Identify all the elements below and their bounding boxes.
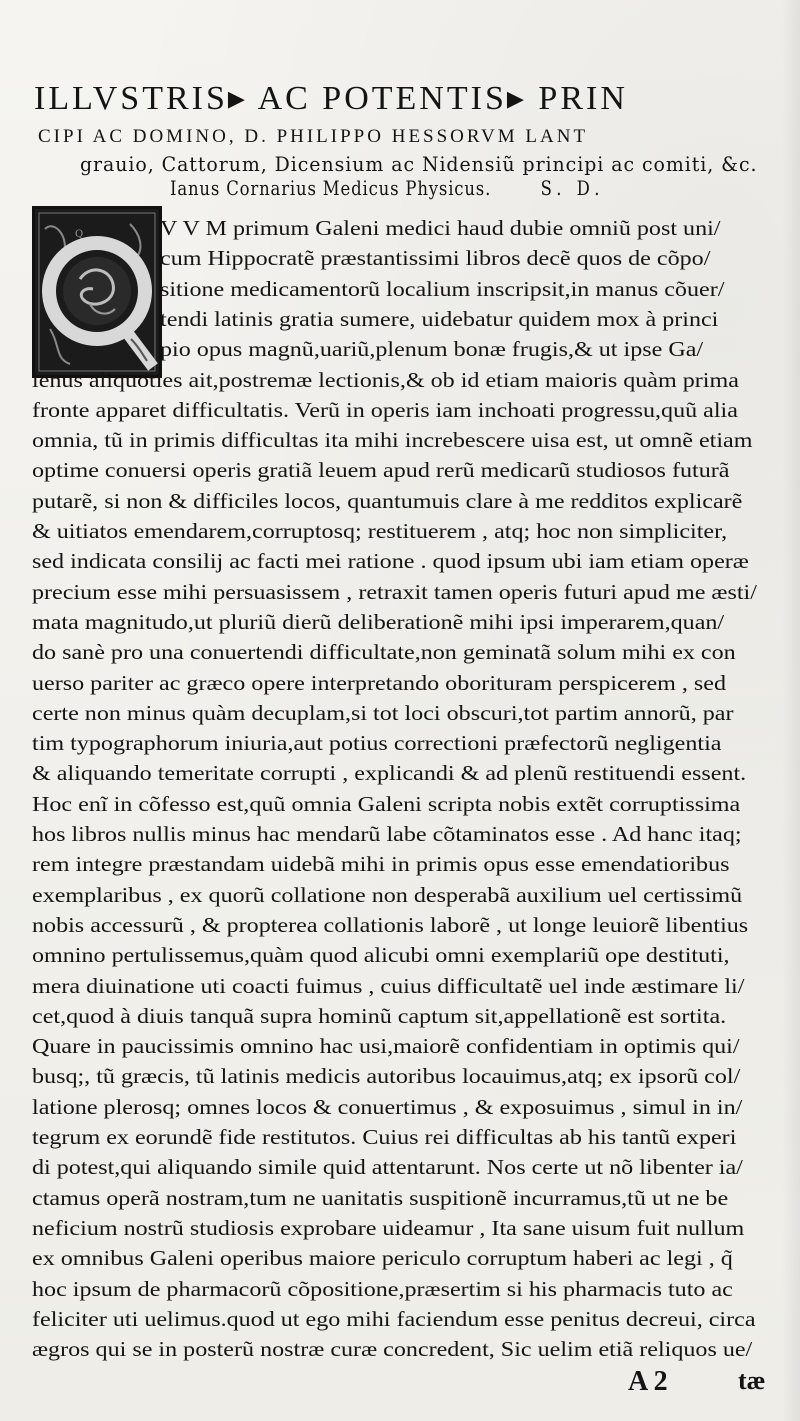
text-line: tegrum ex eorundẽ fide restitutos. Cuius rei difficultas ab his tantũ experi — [32, 1125, 737, 1149]
text-line: exemplaribus , ex quorũ collatione non desperabã auxilium uel certissimũ — [32, 882, 743, 907]
text-line: Hoc enĩ in cõfesso est,quũ omnia Galeni scripta nobis extẽt corruptissima — [32, 791, 741, 816]
author-line: Ianus Cornarius Medicus Physicus. — [170, 176, 492, 200]
text-line: cet,quod à diuis tanquã supra hominũ captum sit,appellationẽ est sortita. — [32, 1003, 727, 1028]
text-line: neficium nostrũ studiosis exprobare uideamur , Ita sane uisum fuit nullum — [32, 1215, 745, 1240]
text-line: uerso pariter ac græco opere interpretando oborituram perspicerem , sed — [32, 670, 727, 695]
text-line: certe non minus quàm decuplam,si tot loci obscuri,tot partim annorũ, par — [32, 700, 734, 725]
text-line: busq;, tũ græcis, tũ latinis medicis autoribus locauimus,atq; ex ipsorũ col/ — [32, 1064, 741, 1089]
text-line: lenus aliquoties ait,postremæ lectionis,& ob id etiam maioris quàm prima — [32, 367, 739, 392]
text-line: feliciter uti uelimus.quod ut ego mihi faciendum esse penitus decreui, circa — [32, 1306, 756, 1331]
heading-line-2: CIPI AC DOMINO, D. PHILIPPO HESSORVM LANT — [38, 126, 589, 147]
svg-text:Q: Q — [75, 229, 84, 240]
text-line: V V M primum Galeni medici haud dubie omniũ post uni/ — [160, 216, 721, 240]
text-line: rem integre præstandam uidebã mihi in primis opus esse emendatioribus — [32, 852, 730, 877]
text-line: ex omnibus Galeni operibus maiore periculo corruptum haberi ac legi , q̃ — [32, 1246, 733, 1271]
text-line: sitione medicamentorũ localium inscripsit,in manus cõuer/ — [160, 276, 725, 301]
text-line: tendi latinis gratia sumere, uidebatur quidem mox à princi — [160, 306, 719, 331]
text-line: putarẽ, si non & difficiles locos, quantumuis clare à me redditos explicarẽ — [32, 488, 743, 513]
text-line: optime conuersi operis gratiã leuem apud rerũ medicarũ studiosos futurã — [32, 458, 730, 483]
text-line: mera diuinatione uti coacti fuimus , cuius difficultatẽ uel inde æstimare li/ — [32, 973, 745, 998]
text-line: latione plerosq; omnes locos & conuertimus , & exposuimus , simul in in/ — [32, 1094, 743, 1119]
text-line: sed indicata consilij ac facti mei ratione . quod ipsum ubi iam etiam operæ — [32, 549, 749, 574]
salutation: S. D. — [540, 176, 605, 200]
text-line: precium esse mihi persuasissem , retraxit tamen operis futuri apud me æsti/ — [32, 579, 757, 604]
text-line: omnino pertulissemus,quàm quod alicubi omni exemplariũ ope destituti, — [32, 943, 730, 968]
heading-line-4 — [170, 176, 780, 200]
decorated-initial — [32, 206, 162, 378]
text-line: di potest,qui aliquando simile quid attentarunt. Nos certe ut nõ libenter ia/ — [32, 1155, 743, 1180]
text-line: fronte apparet difficultatis. Verũ in operis iam inchoati progressu,quũ alia — [32, 397, 738, 422]
text-line: omnia, tũ in primis difficultas ita mihi increbescere uisa est, ut omnẽ etiam — [32, 428, 753, 453]
page-edge-shadow — [782, 0, 800, 1421]
text-line: hos libros nullis minus hac mendarũ labe cõtaminatos esse . Ad hanc itaq; — [32, 822, 742, 846]
decorated-initial-q-icon — [35, 209, 159, 375]
heading-line-1: ILLVSTRIS▸ AC POTENTIS▸ PRIN — [34, 80, 628, 117]
text-line: pio opus magnũ,uariũ,plenum bonæ frugis,& ut ipse Ga/ — [160, 337, 704, 362]
signature-mark: A 2 — [628, 1366, 668, 1397]
catchword: tæ — [738, 1366, 766, 1395]
text-line: cum Hippocratẽ præstantissimi libros decẽ quos de cõpo/ — [160, 246, 711, 271]
text-line: mata magnitudo,ut pluriũ dierũ deliberationẽ mihi ipsi imperarem,quan/ — [32, 609, 725, 634]
text-line: hoc ipsum de pharmacorũ cõpositione,præsertim si his pharmacis tuto ac — [32, 1276, 733, 1301]
heading-line-3: grauio, Cattorum, Dicensium ac Nidensiũ principi ac comiti, &c. — [80, 152, 758, 176]
text-line: ctamus operã nostram,tum ne uanitatis suspitionẽ incurramus,tũ ut ne be — [32, 1185, 729, 1210]
text-line: & aliquando temeritate corrupti , explicandi & ad plenũ restituendi essent. — [32, 761, 747, 786]
text-line: & uitiatos emendarem,corruptosq; restituerem , atq; hoc non simpliciter, — [32, 519, 728, 543]
text-line: nobis accessurũ , & propterea collationis laborẽ , ut longe leuiorẽ libentius — [32, 912, 749, 937]
text-line: tim typographorum iniuria,aut potius correctioni præfectorũ negligentia — [32, 731, 722, 756]
text-line: Quare in paucissimis omnino hac usi,maiorẽ confidentiam in optimis qui/ — [32, 1034, 740, 1059]
text-line: do sanè pro una conuertendi difficultate,non geminatã solum mihi ex con — [32, 640, 736, 665]
text-line: ægros qui se in posterũ nostræ curæ concredent, Sic uelim etiã reliquos ue/ — [32, 1337, 753, 1362]
